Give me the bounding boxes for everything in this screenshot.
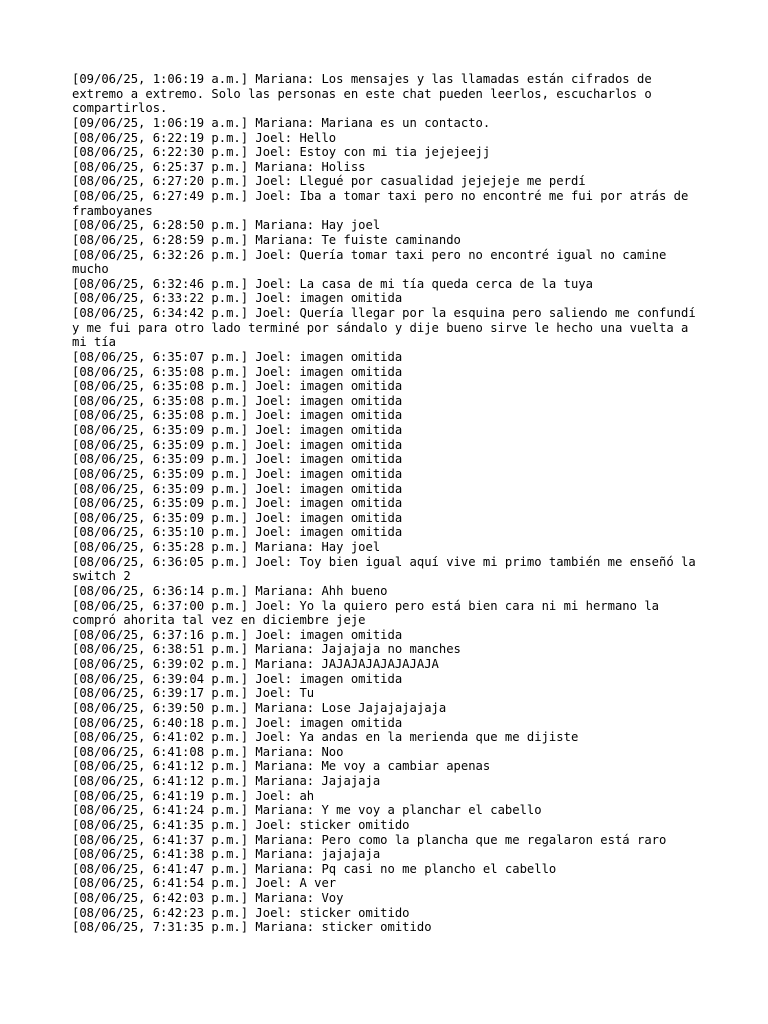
chat-line: [08/06/25, 6:41:12 p.m.] Mariana: Me voy a cambiar apenas	[72, 759, 491, 774]
chat-line: [08/06/25, 7:31:35 p.m.] Mariana: sticker omitido	[72, 920, 432, 935]
chat-line: [08/06/25, 6:22:30 p.m.] Joel: Estoy con mi tia jejejeejj	[72, 145, 491, 160]
chat-line: [08/06/25, 6:37:00 p.m.] Joel: Yo la quiero pero está bien cara ni mi hermano la compró ahorita tal vez en diciembre jeje	[72, 598, 667, 628]
chat-line: [09/06/25, 1:06:19 a.m.] Mariana: Los mensajes y las llamadas están cifrados de extremo a extremo. Solo las personas en este chat pueden leerlos, escucharlos o compartirlos.	[72, 72, 660, 116]
chat-line: [08/06/25, 6:39:02 p.m.] Mariana: JAJAJAJAJAJAJAJA	[72, 657, 439, 671]
chat-line: [08/06/25, 6:41:24 p.m.] Mariana: Y me voy a planchar el cabello	[72, 803, 542, 818]
chat-line: [08/06/25, 6:38:51 p.m.] Mariana: Jajajaja no manches	[72, 642, 461, 657]
chat-line: [08/06/25, 6:35:09 p.m.] Joel: imagen omitida	[72, 481, 403, 496]
chat-line: [08/06/25, 6:35:09 p.m.] Joel: imagen omitida	[72, 437, 403, 452]
chat-line: [08/06/25, 6:35:08 p.m.] Joel: imagen omitida	[72, 408, 403, 423]
chat-line: [08/06/25, 6:40:18 p.m.] Joel: imagen omitida	[72, 715, 403, 730]
chat-line: [08/06/25, 6:39:17 p.m.] Joel: Tu	[72, 686, 315, 701]
chat-line: [08/06/25, 6:25:37 p.m.] Mariana: Holiss	[72, 159, 366, 174]
chat-line: [08/06/25, 6:32:26 p.m.] Joel: Quería tomar taxi pero no encontré igual no camine mucho	[72, 247, 674, 277]
chat-line: [08/06/25, 6:36:14 p.m.] Mariana: Ahh bueno	[72, 583, 388, 598]
chat-line: [08/06/25, 6:41:12 p.m.] Mariana: Jajajaja	[72, 774, 381, 788]
chat-line: [08/06/25, 6:32:46 p.m.] Joel: La casa de mi tía queda cerca de la tuya	[72, 276, 593, 291]
chat-line: [08/06/25, 6:39:50 p.m.] Mariana: Lose Jajajajajaja	[72, 700, 447, 715]
chat-line: [08/06/25, 6:35:08 p.m.] Joel: imagen omitida	[72, 364, 403, 379]
chat-line: [08/06/25, 6:27:49 p.m.] Joel: Iba a tomar taxi pero no encontré me fui por atrás de framboyanes	[72, 189, 696, 218]
chat-line: [08/06/25, 6:35:10 p.m.] Joel: imagen omitida	[72, 525, 403, 540]
chat-line: [08/06/25, 6:42:23 p.m.] Joel: sticker omitido	[72, 905, 410, 920]
chat-line: [08/06/25, 6:34:42 p.m.] Joel: Quería llegar por la esquina pero saliendo me confundí y me fui para otro lado terminé por sándalo y dije bueno sirve le hecho una vuelta a mi tía	[72, 306, 704, 350]
chat-line: [08/06/25, 6:28:59 p.m.] Mariana: Te fuiste caminando	[72, 232, 461, 247]
chat-line: [08/06/25, 6:35:09 p.m.] Joel: imagen omitida	[72, 466, 403, 481]
chat-line: [08/06/25, 6:41:47 p.m.] Mariana: Pq casi no me plancho el cabello	[72, 861, 557, 876]
chat-line: [08/06/25, 6:35:09 p.m.] Joel: imagen omitida	[72, 423, 403, 437]
chat-transcript	[72, 72, 704, 935]
chat-line: [08/06/25, 6:42:03 p.m.] Mariana: Voy	[72, 891, 344, 905]
chat-line: [08/06/25, 6:36:05 p.m.] Joel: Toy bien igual aquí vive mi primo también me enseñó la switch 2	[72, 554, 704, 584]
chat-line: [08/06/25, 6:41:35 p.m.] Joel: sticker omitido	[72, 817, 410, 832]
chat-line: [08/06/25, 6:35:08 p.m.] Joel: imagen omitida	[72, 393, 403, 408]
chat-line: [08/06/25, 6:35:28 p.m.] Mariana: Hay joel	[72, 540, 381, 554]
chat-line: [08/06/25, 6:35:08 p.m.] Joel: imagen omitida	[72, 379, 403, 394]
chat-line: [08/06/25, 6:33:22 p.m.] Joel: imagen omitida	[72, 291, 403, 306]
chat-line: [08/06/25, 6:41:08 p.m.] Mariana: Noo	[72, 744, 344, 759]
chat-line: [08/06/25, 6:22:19 p.m.] Joel: Hello	[72, 130, 337, 145]
chat-line: [08/06/25, 6:41:37 p.m.] Mariana: Pero como la plancha que me regalaron está raro	[72, 832, 667, 847]
chat-line: [08/06/25, 6:35:09 p.m.] Joel: imagen omitida	[72, 496, 403, 511]
chat-line: [08/06/25, 6:27:20 p.m.] Joel: Llegué por casualidad jejejeje me perdí	[72, 174, 586, 189]
chat-line: [08/06/25, 6:37:16 p.m.] Joel: imagen omitida	[72, 627, 403, 642]
chat-line: [08/06/25, 6:39:04 p.m.] Joel: imagen omitida	[72, 671, 403, 686]
chat-line: [08/06/25, 6:35:07 p.m.] Joel: imagen omitida	[72, 349, 403, 364]
chat-line: [08/06/25, 6:35:09 p.m.] Joel: imagen omitida	[72, 510, 403, 525]
chat-line: [08/06/25, 6:41:19 p.m.] Joel: ah	[72, 788, 315, 803]
chat-line: [09/06/25, 1:06:19 a.m.] Mariana: Mariana es un contacto.	[72, 115, 491, 130]
chat-line: [08/06/25, 6:41:54 p.m.] Joel: A ver	[72, 876, 337, 891]
chat-line: [08/06/25, 6:41:38 p.m.] Mariana: jajajaja	[72, 847, 381, 862]
chat-line: [08/06/25, 6:35:09 p.m.] Joel: imagen omitida	[72, 452, 403, 467]
chat-line: [08/06/25, 6:28:50 p.m.] Mariana: Hay joel	[72, 218, 381, 233]
chat-line: [08/06/25, 6:41:02 p.m.] Joel: Ya andas en la merienda que me dijiste	[72, 730, 579, 745]
